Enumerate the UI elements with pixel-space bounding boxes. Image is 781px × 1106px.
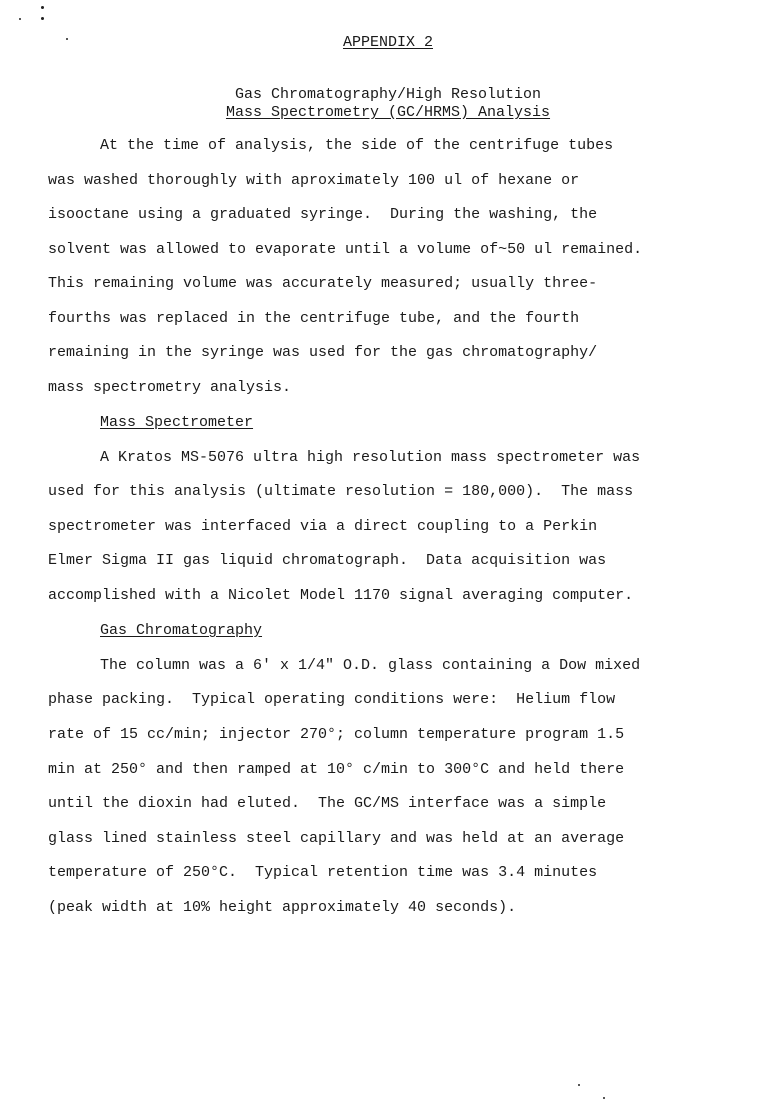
paragraph-2-line: spectrometer was interfaced via a direct coupling to a Perkin (48, 518, 598, 535)
scan-speck (578, 1084, 580, 1086)
paragraph-3-line: min at 250° and then ramped at 10° c/min to 300°C and held there (48, 761, 625, 778)
paragraph-3-line: glass lined stainless steel capillary and was held at an average (48, 830, 625, 847)
scan-speck (41, 17, 44, 20)
paragraph-2-line: Elmer Sigma II gas liquid chromatograph. Data acquisition was (48, 552, 607, 569)
paragraph-1-line: remaining in the syringe was used for the gas chromatography/ (48, 344, 598, 361)
paragraph-1-line: This remaining volume was accurately measured; usually three- (48, 275, 598, 292)
paragraph-3-line: until the dioxin had eluted. The GC/MS interface was a simple (48, 795, 607, 812)
paragraph-3-line: rate of 15 cc/min; injector 270°; column temperature program 1.5 (48, 726, 625, 743)
paragraph-1-line: fourths was replaced in the centrifuge tube, and the fourth (48, 310, 580, 327)
section-title-line1: Gas Chromatography/High Resolution (234, 86, 542, 103)
subheading-gas-chromatography: Gas Chromatography (100, 622, 263, 639)
paragraph-3-line: (peak width at 10% height approximately 40 seconds). (48, 899, 517, 916)
paragraph-3-line: The column was a 6' x 1/4" O.D. glass containing a Dow mixed (100, 657, 641, 674)
subheading-mass-spectrometer: Mass Spectrometer (100, 414, 254, 431)
paragraph-2-line: used for this analysis (ultimate resolution = 180,000). The mass (48, 483, 634, 500)
paragraph-1-line: At the time of analysis, the side of the centrifuge tubes (100, 137, 614, 154)
section-title-line2: Mass Spectrometry (GC/HRMS) Analysis (225, 104, 551, 121)
appendix-title: APPENDIX 2 (342, 34, 433, 51)
paragraph-3-line: phase packing. Typical operating conditions were: Helium flow (48, 691, 616, 708)
scan-speck (41, 6, 44, 9)
paragraph-3-line: temperature of 250°C. Typical retention time was 3.4 minutes (48, 864, 598, 881)
scan-speck (603, 1097, 605, 1099)
paragraph-1-line: solvent was allowed to evaporate until a volume of~50 ul remained. (48, 241, 643, 258)
paragraph-1-line: was washed thoroughly with aproximately 100 ul of hexane or (48, 172, 580, 189)
paragraph-2-line: accomplished with a Nicolet Model 1170 signal averaging computer. (48, 587, 634, 604)
paragraph-2-line: A Kratos MS-5076 ultra high resolution mass spectrometer was (100, 449, 641, 466)
scan-speck (19, 18, 21, 20)
paragraph-1-line: mass spectrometry analysis. (48, 379, 292, 396)
paragraph-1-line: isooctane using a graduated syringe. During the washing, the (48, 206, 598, 223)
